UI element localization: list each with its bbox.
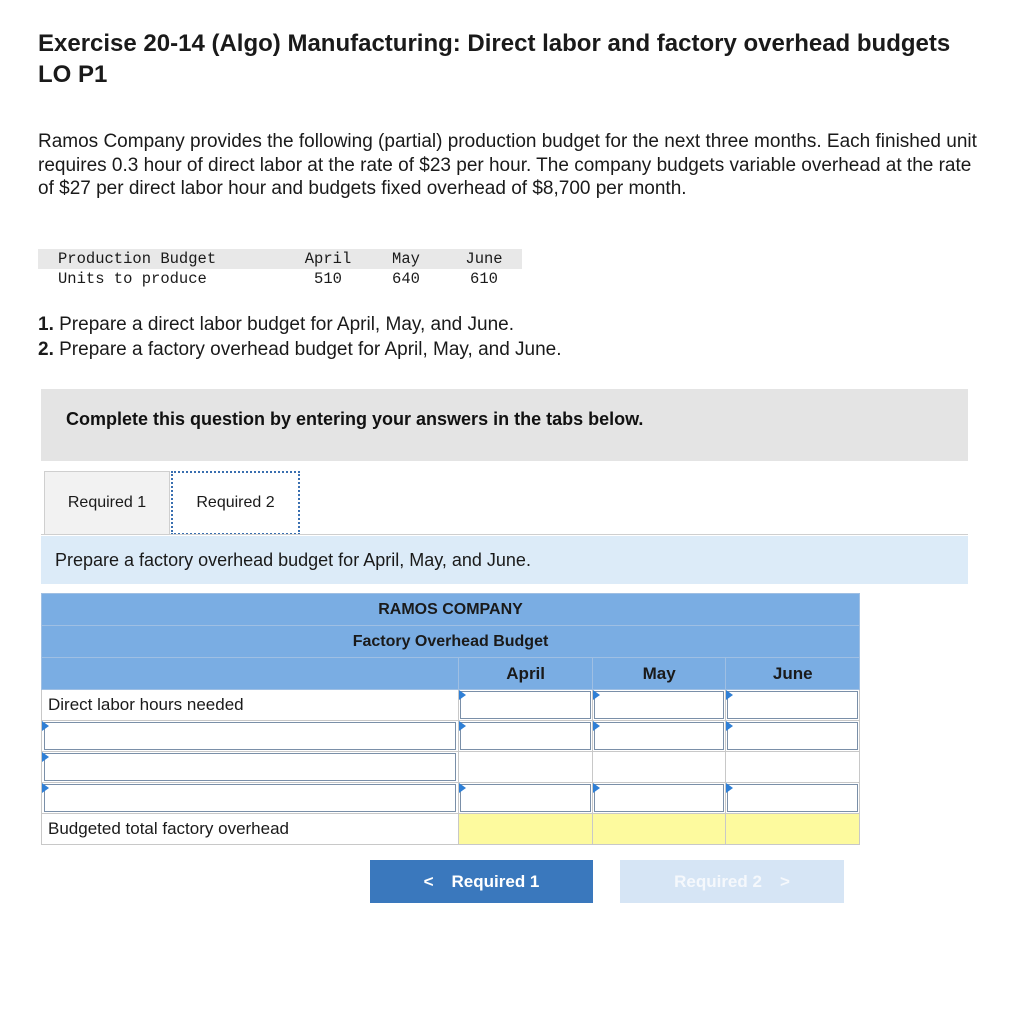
table-row (42, 783, 860, 814)
next-required-2-button (620, 860, 844, 903)
row-label-input-3[interactable] (42, 783, 459, 814)
complete-question-banner (41, 389, 968, 461)
month-may: May (366, 249, 446, 269)
col-may: May (592, 658, 726, 690)
production-budget-header-row (38, 249, 522, 269)
instruction-1: 1. Prepare a direct labor budget for April, May, and June. (38, 314, 514, 335)
blank-header (42, 658, 459, 690)
tab-prompt (41, 536, 968, 584)
prev-required-1-button[interactable] (370, 860, 593, 903)
table-row (42, 814, 860, 845)
total-june (726, 814, 860, 845)
total-april (459, 814, 593, 845)
units-to-produce-label: Units to produce (58, 270, 207, 288)
tab-required-2[interactable]: Required 2 (171, 471, 300, 535)
input-dlh-may[interactable] (592, 690, 726, 721)
input-row1-may[interactable] (592, 721, 726, 752)
input-row3-june[interactable] (726, 783, 860, 814)
month-june: June (446, 249, 522, 269)
budgeted-total-label: Budgeted total factory overhead (42, 814, 459, 845)
chevron-right-icon: > (779, 871, 790, 891)
production-budget-table (38, 249, 522, 289)
banner-text: Complete this question by entering your answers in the tabs below. (66, 409, 644, 429)
direct-labor-hours-label: Direct labor hours needed (42, 690, 459, 721)
chevron-left-icon: < (423, 871, 434, 891)
input-dlh-april[interactable] (459, 690, 593, 721)
units-row (38, 269, 522, 289)
prompt-text: Prepare a factory overhead budget for April, May, and June. (55, 550, 531, 570)
instructions (38, 312, 562, 362)
table-row (42, 721, 860, 752)
company-name: RAMOS COMPANY (42, 594, 860, 626)
input-row1-april[interactable] (459, 721, 593, 752)
prev-button-label: Required 1 (451, 871, 540, 891)
input-row3-april[interactable] (459, 783, 593, 814)
budget-name: Factory Overhead Budget (42, 626, 860, 658)
cell-row2-may (592, 752, 726, 783)
column-header-row (42, 658, 860, 690)
instruction-2: 2. Prepare a factory overhead budget for April, May, and June. (38, 339, 562, 360)
tabs-divider (41, 534, 968, 535)
month-april: April (290, 249, 366, 269)
budget-name-row (42, 626, 860, 658)
row-label-input-2[interactable] (42, 752, 459, 783)
next-button-label: Required 2 (674, 871, 762, 891)
input-dlh-june[interactable] (726, 690, 860, 721)
table-row (42, 752, 860, 783)
table-row (42, 690, 860, 721)
company-row (42, 594, 860, 626)
units-june: 610 (470, 270, 498, 288)
row-label-input-1[interactable] (42, 721, 459, 752)
problem-description: Ramos Company provides the following (partial) production budget for the next three months. Each finished unit requires 0.3 hour of direct labor at the rate of $23 per hour. The company budgets variable overhead at the rate of $27 per direct labor hour and budgets fixed overhead of $8,700 per month. (38, 131, 977, 199)
units-may: 640 (392, 270, 420, 288)
exercise-title: Exercise 20-14 (Algo) Manufacturing: Direct labor and factory overhead budgets LO P1 (38, 30, 951, 88)
cell-row2-april (459, 752, 593, 783)
factory-overhead-budget-table (41, 593, 860, 845)
col-june: June (726, 658, 860, 690)
input-row3-may[interactable] (592, 783, 726, 814)
tab-required-1[interactable]: Required 1 (44, 471, 170, 534)
col-april: April (459, 658, 593, 690)
units-april: 510 (314, 270, 342, 288)
cell-row2-june (726, 752, 860, 783)
total-may (592, 814, 726, 845)
production-budget-label: Production Budget (38, 249, 290, 269)
input-row1-june[interactable] (726, 721, 860, 752)
